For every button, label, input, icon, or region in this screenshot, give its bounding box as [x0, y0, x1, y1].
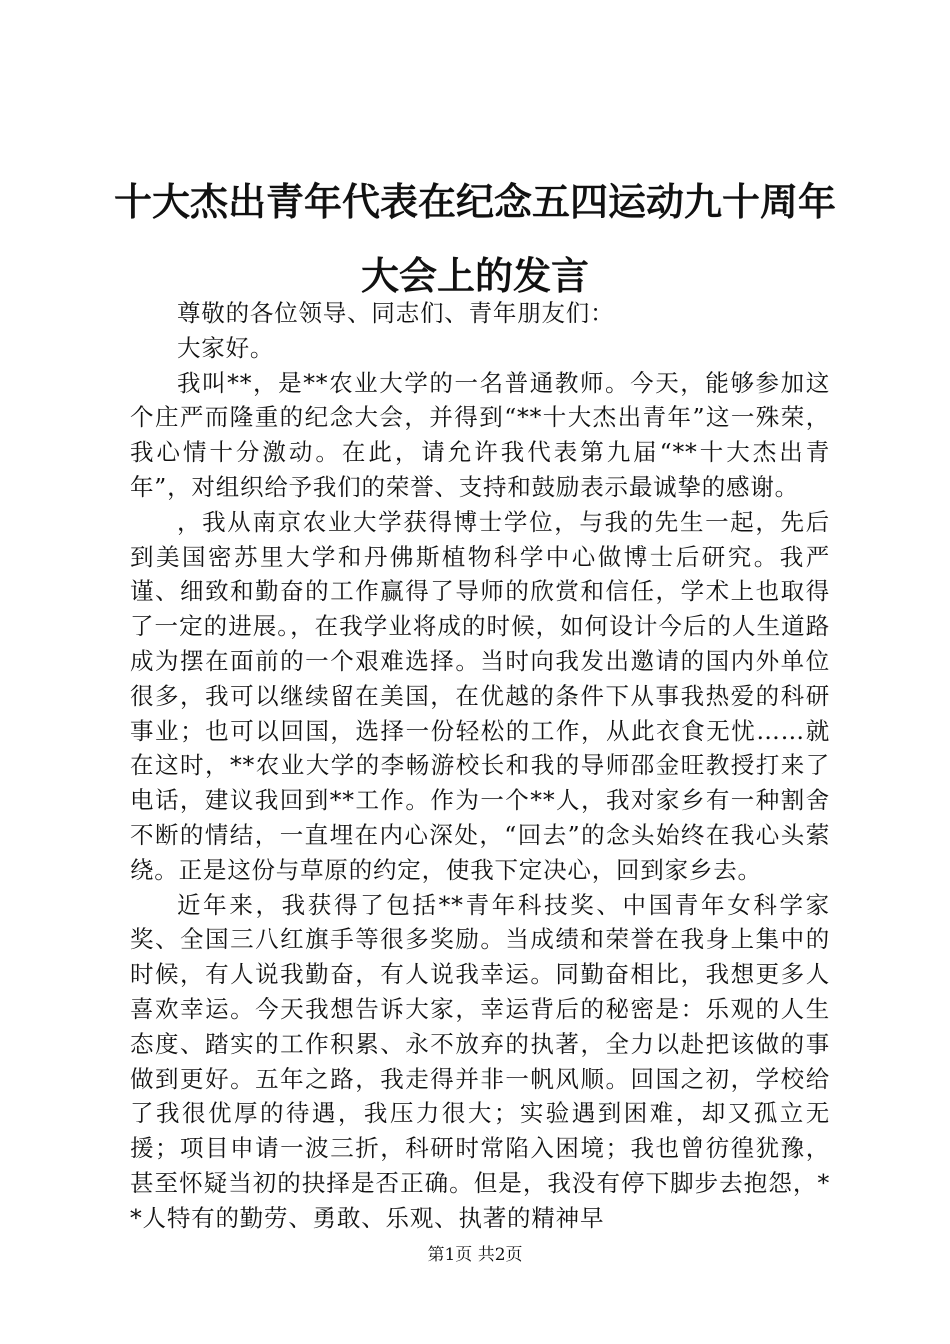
paragraph: ，我从南京农业大学获得博士学位，与我的先生一起，先后到美国密苏里大学和丹佛斯植物科学中心做博士后研究。我严谨、细致和勤奋的工作赢得了导师的欣赏和信任，学术上也取得了一定的进展。，在我学业将成的时候，如何设计今后的人生道路成为摆在面前的一个艰难选择。当时向我发出邀请的国内外单位很多，我可以继续留在美国，在优越的条件下从事我热爱的科研事业；也可以回国，选择一份轻松的工作，从此衣食无忧……就在这时，**农业大学的李畅游校长和我的导师邵金旺教授打来了电话，建议我回到**工作。作为一个**人，我对家乡有一种割舍不断的情结，一直埋在内心深处，“回去”的念头始终在我心头萦绕。正是这份与草原的约定，使我下定决心，回到家乡去。: [130, 507, 830, 884]
salutation: 尊敬的各位领导、同志们、青年朋友们：: [177, 299, 615, 327]
document-title: 十大杰出青年代表在纪念五四运动九十周年大会上的发言: [113, 179, 836, 298]
paragraph: 近年来，我获得了包括**青年科技奖、中国青年女科学家奖、全国三八红旗手等很多奖励。当成绩和荣誉在我身上集中的时候，有人说我勤奋，有人说我幸运。同勤奋相比，我想更多人喜欢幸运。今天我想告诉大家，幸运背后的秘密是：乐观的人生态度、踏实的工作积累、永不放弃的执著，全力以赴把该做的事做到更好。五年之路，我走得并非一帆风顺。回国之初，学校给了我很优厚的待遇，我压力很大；实验遇到困难，却又孤立无援；项目申请一波三折，科研时常陷入困境；我也曾彷徨犹豫，甚至怀疑当初的抉择是否正确。但是，我没有停下脚步去抱怨，**人特有的勤劳、勇敢、乐观、执著的精神早: [130, 890, 830, 1232]
greeting: 大家好。: [177, 333, 275, 362]
paragraph: 我叫**，是**农业大学的一名普通教师。今天，能够参加这个庄严而隆重的纪念大会，并得到“**十大杰出青年”这一殊荣，我心情十分激动。在此，请允许我代表第九届“**十大杰出青年”，对组织给予我们的荣誉、支持和鼓励表示最诚挚的感谢。: [130, 368, 830, 501]
document-body: [130, 296, 830, 1236]
page-number-footer: 第1页 共2页: [427, 1245, 523, 1265]
